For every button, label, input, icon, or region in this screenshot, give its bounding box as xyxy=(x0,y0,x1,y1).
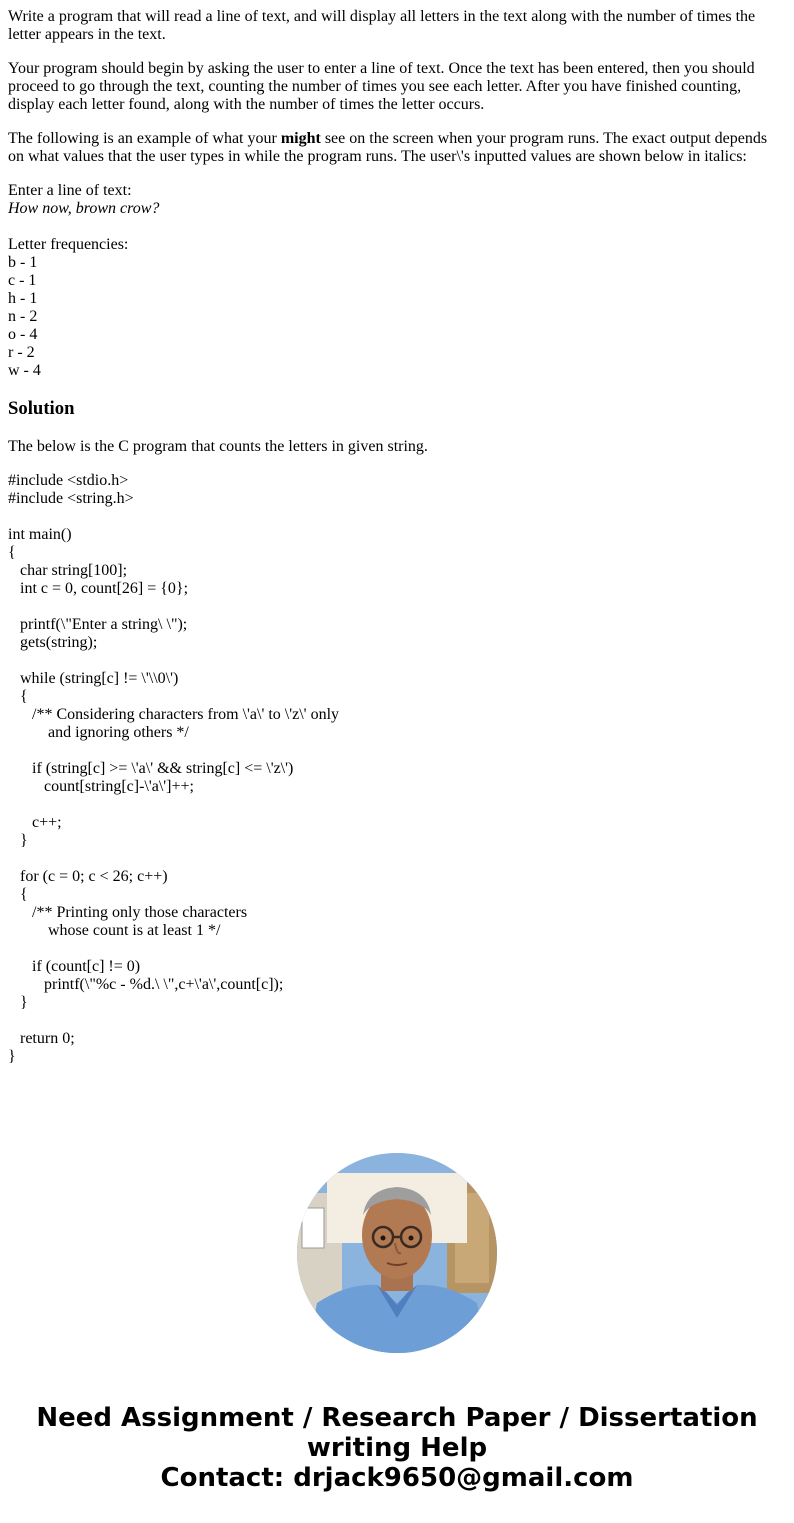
sample-output-line: o - 4 xyxy=(8,326,38,343)
question-paragraph-3 xyxy=(8,130,778,166)
code-line: { xyxy=(8,886,28,903)
sample-prompt: Enter a line of text: xyxy=(8,182,132,199)
code-line: if (string[c] >= \'a\' && string[c] <= \'z\') xyxy=(8,760,294,777)
code-blank-line xyxy=(8,1012,778,1030)
code-line: int main() xyxy=(8,526,72,543)
code-blank-line xyxy=(8,742,778,760)
code-line: int c = 0, count[26] = {0}; xyxy=(8,580,189,597)
code-line: /** Considering characters from \'a\' to \'z\' only xyxy=(8,706,340,723)
question-paragraph-1: Write a program that will read a line of text, and will display all letters in the text along with the number of times the letter appears in the text. xyxy=(8,8,756,43)
sample-output-line: r - 2 xyxy=(8,344,35,361)
code-line: printf(\"%c - %d.\ \",c+\'a\',count[c]); xyxy=(8,976,284,993)
code-line: count[string[c]-\'a\']++; xyxy=(8,778,194,795)
code-line: /** Printing only those characters xyxy=(8,904,248,921)
banner-line-1: Need Assignment / Research Paper / Dissertation xyxy=(36,1403,758,1433)
code-line: c++; xyxy=(8,814,62,831)
code-blank-line xyxy=(8,940,778,958)
code-line: #include <string.h> xyxy=(8,490,134,507)
code-line: gets(string); xyxy=(8,634,98,651)
sample-output-list xyxy=(8,254,778,380)
sample-output-line: h - 1 xyxy=(8,290,38,307)
code-line: } xyxy=(8,832,28,849)
sample-output-line: w - 4 xyxy=(8,362,41,379)
code-blank-line xyxy=(8,508,778,526)
code-line: } xyxy=(8,1048,16,1065)
sample-output-line: c - 1 xyxy=(8,272,37,289)
code-blank-line xyxy=(8,850,778,868)
question-paragraph-2: Your program should begin by asking the user to enter a line of text. Once the text has been entered, then you should proceed to go through the text, counting the number of times you see each letter. After you have finished counting, display each letter found, along with the number of times the letter occurs. xyxy=(8,60,755,113)
sample-output-line: n - 2 xyxy=(8,308,38,325)
solution-heading: Solution xyxy=(8,398,75,419)
question-section xyxy=(8,8,778,380)
code-line: printf(\"Enter a string\ \"); xyxy=(8,616,188,633)
code-line: while (string[c] != \'\\0\') xyxy=(8,670,179,687)
code-line: if (count[c] != 0) xyxy=(8,958,141,975)
code-blank-line xyxy=(8,598,778,616)
sample-run xyxy=(8,182,778,380)
code-line: } xyxy=(8,994,28,1011)
contact-banner xyxy=(0,1403,794,1493)
code-block xyxy=(8,472,778,1066)
banner-contact-line: Contact: drjack9650@gmail.com xyxy=(160,1463,634,1493)
sample-output-line: b - 1 xyxy=(8,254,38,271)
blank-line xyxy=(8,218,778,236)
code-line: #include <stdio.h> xyxy=(8,472,129,489)
author-avatar xyxy=(297,1153,497,1353)
banner-line-2: writing Help xyxy=(306,1433,488,1463)
code-line: whose count is at least 1 */ xyxy=(8,922,221,939)
paragraph-3-text-before: The following is an example of what your xyxy=(8,130,281,147)
sample-user-input: How now, brown crow? xyxy=(8,200,160,217)
code-line: and ignoring others */ xyxy=(8,724,189,741)
emphasis-might: might xyxy=(280,130,321,147)
code-blank-line xyxy=(8,796,778,814)
code-line: char string[100]; xyxy=(8,562,128,579)
code-line: { xyxy=(8,544,16,561)
author-portrait-icon xyxy=(297,1153,497,1353)
paragraph-3-text-after: see on the screen when your program runs. The exact output depends on what values that the user types in while the program runs. The user\'s inputted values are shown below in italics: xyxy=(8,130,768,165)
code-line: return 0; xyxy=(8,1030,75,1047)
solution-intro: The below is the C program that counts the letters in given string. xyxy=(8,438,428,455)
document-body xyxy=(8,8,778,1082)
code-line: for (c = 0; c < 26; c++) xyxy=(8,868,168,885)
code-blank-line xyxy=(8,652,778,670)
code-line: { xyxy=(8,688,28,705)
sample-output-heading: Letter frequencies: xyxy=(8,236,129,253)
